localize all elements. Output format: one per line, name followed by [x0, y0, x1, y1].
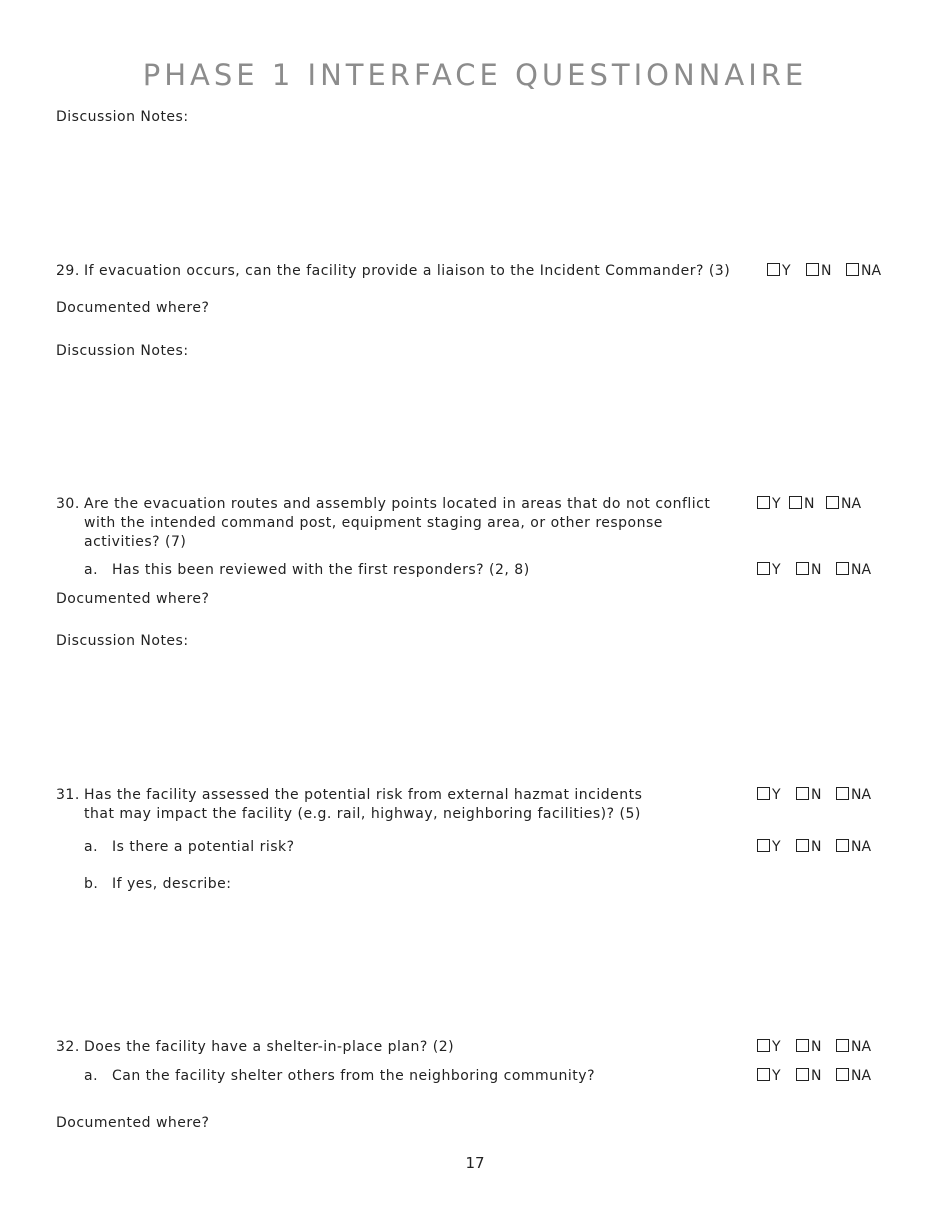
- q32-na-checkbox[interactable]: [836, 1039, 849, 1052]
- question-32-options: [757, 1038, 882, 1057]
- q32-no-checkbox[interactable]: [796, 1039, 809, 1052]
- q31a-no-label: N: [811, 839, 822, 855]
- question-30-line-3: activities? (7): [84, 534, 187, 550]
- q30-yes-label: Y: [772, 496, 781, 512]
- q32a-yes-label: Y: [772, 1068, 781, 1084]
- question-30-line-2: with the intended command post, equipment staging area, or other response: [84, 515, 663, 531]
- q29-yes-checkbox[interactable]: [767, 263, 780, 276]
- question-32-number: 32.: [56, 1039, 80, 1055]
- q30a-na-checkbox[interactable]: [836, 562, 849, 575]
- q30a-yes-label: Y: [772, 562, 781, 578]
- q30-documented-where: Documented where?: [56, 591, 210, 607]
- question-31b-text: If yes, describe:: [112, 876, 232, 892]
- question-30-number: 30.: [56, 496, 80, 512]
- q32-no-label: N: [811, 1039, 822, 1055]
- q29-no-label: N: [821, 263, 832, 279]
- question-30-options: [757, 495, 882, 514]
- question-32a-text: Can the facility shelter others from the neighboring community?: [112, 1068, 595, 1084]
- q31-na-checkbox[interactable]: [836, 787, 849, 800]
- question-29-options: [767, 262, 892, 281]
- question-30a-options: [757, 561, 882, 580]
- q30-na-checkbox[interactable]: [826, 496, 839, 509]
- question-29-text: If evacuation occurs, can the facility provide a liaison to the Incident Commander? (3): [84, 263, 731, 279]
- q31a-na-label: NA: [851, 839, 872, 855]
- question-30a-letter: a.: [84, 562, 99, 578]
- q31-no-checkbox[interactable]: [796, 787, 809, 800]
- q30a-yes-checkbox[interactable]: [757, 562, 770, 575]
- q29-discussion-notes: Discussion Notes:: [56, 343, 189, 359]
- q30-yes-checkbox[interactable]: [757, 496, 770, 509]
- question-31-options: [757, 786, 882, 805]
- question-31-line-2: that may impact the facility (e.g. rail, highway, neighboring facilities)? (5): [84, 806, 641, 822]
- question-30-line-1: Are the evacuation routes and assembly points located in areas that do not conflict: [84, 496, 711, 512]
- q31-no-label: N: [811, 787, 822, 803]
- q32-na-label: NA: [851, 1039, 872, 1055]
- q30-na-label: NA: [841, 496, 862, 512]
- q30a-no-label: N: [811, 562, 822, 578]
- q29-no-checkbox[interactable]: [806, 263, 819, 276]
- q31a-na-checkbox[interactable]: [836, 839, 849, 852]
- q32a-no-label: N: [811, 1068, 822, 1084]
- q31-yes-checkbox[interactable]: [757, 787, 770, 800]
- q32a-na-checkbox[interactable]: [836, 1068, 849, 1081]
- question-30a-text: Has this been reviewed with the first responders? (2, 8): [112, 562, 530, 578]
- q31a-no-checkbox[interactable]: [796, 839, 809, 852]
- q32-documented-where: Documented where?: [56, 1115, 210, 1131]
- q30a-na-label: NA: [851, 562, 872, 578]
- question-32a-options: [757, 1067, 882, 1086]
- question-29-number: 29.: [56, 263, 80, 279]
- q32a-no-checkbox[interactable]: [796, 1068, 809, 1081]
- q29-yes-label: Y: [782, 263, 791, 279]
- discussion-notes-label: Discussion Notes:: [56, 109, 189, 125]
- question-31b-letter: b.: [84, 876, 99, 892]
- page-number: 17: [465, 1154, 485, 1172]
- q31a-yes-checkbox[interactable]: [757, 839, 770, 852]
- question-31a-text: Is there a potential risk?: [112, 839, 295, 855]
- q30a-no-checkbox[interactable]: [796, 562, 809, 575]
- q30-no-label: N: [804, 496, 815, 512]
- question-32a-letter: a.: [84, 1068, 99, 1084]
- q32-yes-label: Y: [772, 1039, 781, 1055]
- page-title: PHASE 1 INTERFACE QUESTIONNAIRE: [142, 58, 808, 92]
- question-31-line-1: Has the facility assessed the potential risk from external hazmat incidents: [84, 787, 643, 803]
- question-31a-letter: a.: [84, 839, 99, 855]
- q31-na-label: NA: [851, 787, 872, 803]
- q30-no-checkbox[interactable]: [789, 496, 802, 509]
- q29-na-label: NA: [861, 263, 882, 279]
- question-31-number: 31.: [56, 787, 80, 803]
- q30-discussion-notes: Discussion Notes:: [56, 633, 189, 649]
- q31-yes-label: Y: [772, 787, 781, 803]
- q32-yes-checkbox[interactable]: [757, 1039, 770, 1052]
- q29-documented-where: Documented where?: [56, 300, 210, 316]
- question-31a-options: [757, 838, 882, 857]
- q32a-yes-checkbox[interactable]: [757, 1068, 770, 1081]
- q29-na-checkbox[interactable]: [846, 263, 859, 276]
- question-32-text: Does the facility have a shelter-in-place plan? (2): [84, 1039, 455, 1055]
- q31a-yes-label: Y: [772, 839, 781, 855]
- q32a-na-label: NA: [851, 1068, 872, 1084]
